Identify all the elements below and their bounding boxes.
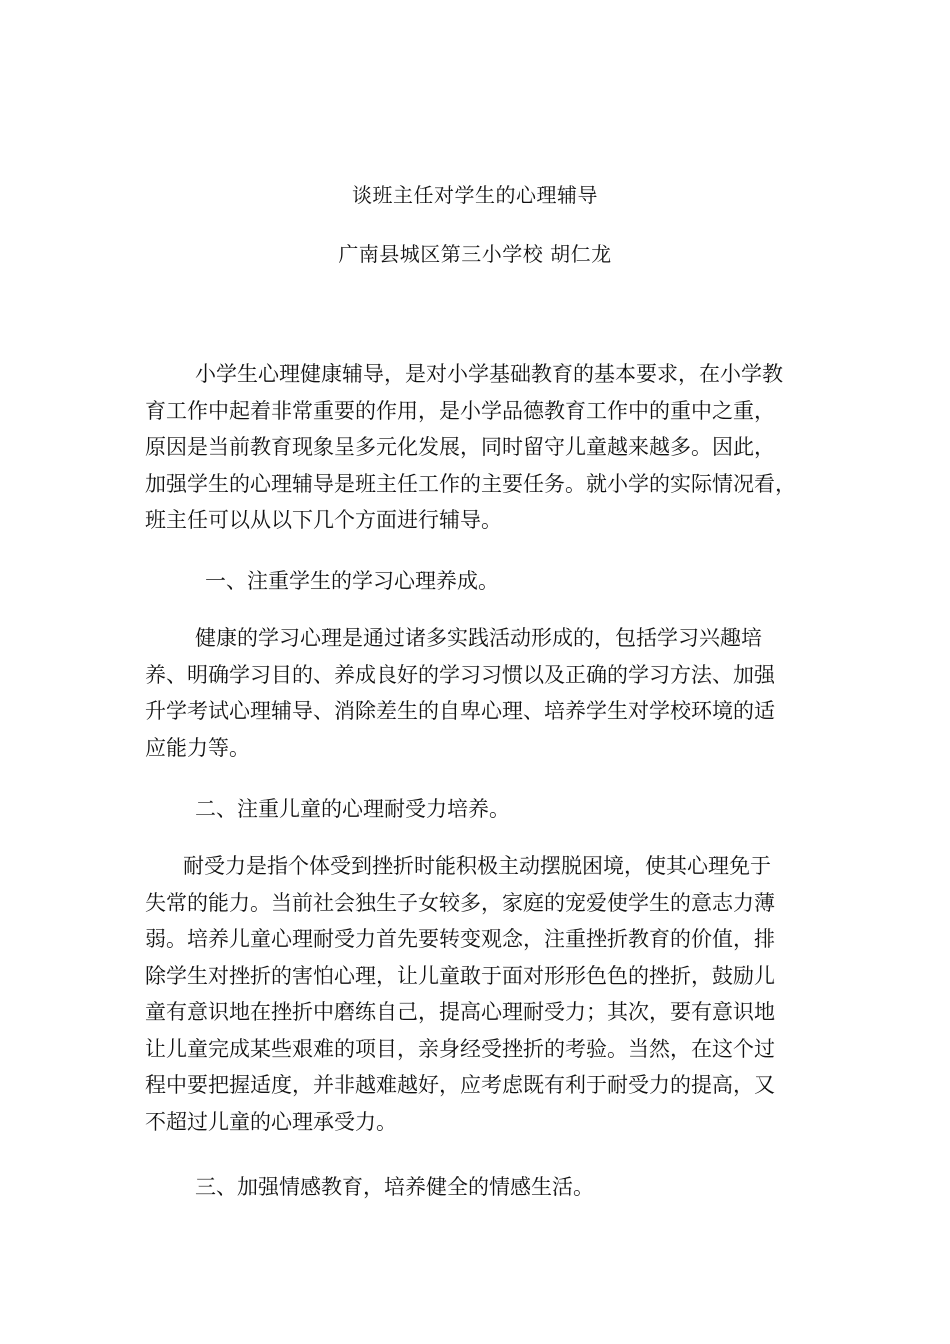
section-heading-2: 二、注重儿童的心理耐受力培养。 bbox=[195, 797, 510, 821]
section-2-paragraph bbox=[145, 848, 815, 1140]
paragraph-line: 程中要把握适度，并非越难越好，应考虑既有利于耐受力的提高，又 bbox=[145, 1073, 775, 1097]
paragraph-line: 升学考试心理辅导、消除差生的自卑心理、培养学生对学校环境的适 bbox=[145, 699, 775, 723]
section-1-paragraph bbox=[145, 620, 815, 766]
paragraph-line: 应能力等。 bbox=[145, 735, 250, 760]
section-heading-3: 三、加强情感教育，培养健全的情感生活。 bbox=[195, 1175, 594, 1199]
paragraph-line: 童有意识地在挫折中磨练自己，提高心理耐受力；其次，要有意识地 bbox=[145, 1000, 775, 1024]
paragraph-line: 让儿童完成某些艰难的项目，亲身经受挫折的考验。当然，在这个过 bbox=[145, 1036, 775, 1061]
author-line: 广南县城区第三小学校 胡仁龙 bbox=[338, 242, 612, 266]
paragraph-line: 耐受力是指个体受到挫折时能积极主动摆脱困境，使其心理免于 bbox=[183, 854, 771, 878]
paragraph-line: 加强学生的心理辅导是班主任工作的主要任务。就小学的实际情况看， bbox=[145, 471, 796, 496]
paragraph-line: 弱。培养儿童心理耐受力首先要转变观念，注重挫折教育的价值，排 bbox=[145, 927, 775, 951]
intro-paragraph bbox=[145, 356, 815, 539]
paragraph-line: 原因是当前教育现象呈多元化发展，同时留守儿童越来越多。因此， bbox=[145, 435, 775, 459]
paragraph-line: 育工作中起着非常重要的作用，是小学品德教育工作中的重中之重， bbox=[145, 398, 775, 423]
paragraph-line: 小学生心理健康辅导，是对小学基础教育的基本要求，在小学教 bbox=[195, 362, 783, 386]
paragraph-line: 养、明确学习目的、养成良好的学习习惯以及正确的学习方法、加强 bbox=[145, 662, 775, 687]
paragraph-line: 失常的能力。当前社会独生子女较多，家庭的宠爱使学生的意志力薄 bbox=[145, 890, 775, 915]
paragraph-line: 除学生对挫折的害怕心理，让儿童敢于面对形形色色的挫折，鼓励儿 bbox=[145, 963, 775, 988]
paragraph-line: 班主任可以从以下几个方面进行辅导。 bbox=[145, 508, 502, 532]
document-title: 谈班主任对学生的心理辅导 bbox=[352, 183, 598, 207]
section-heading-1: 一、注重学生的学习心理养成。 bbox=[205, 569, 499, 593]
paragraph-line: 健康的学习心理是通过诸多实践活动形成的，包括学习兴趣培 bbox=[195, 626, 762, 650]
paragraph-line: 不超过儿童的心理承受力。 bbox=[145, 1109, 397, 1134]
